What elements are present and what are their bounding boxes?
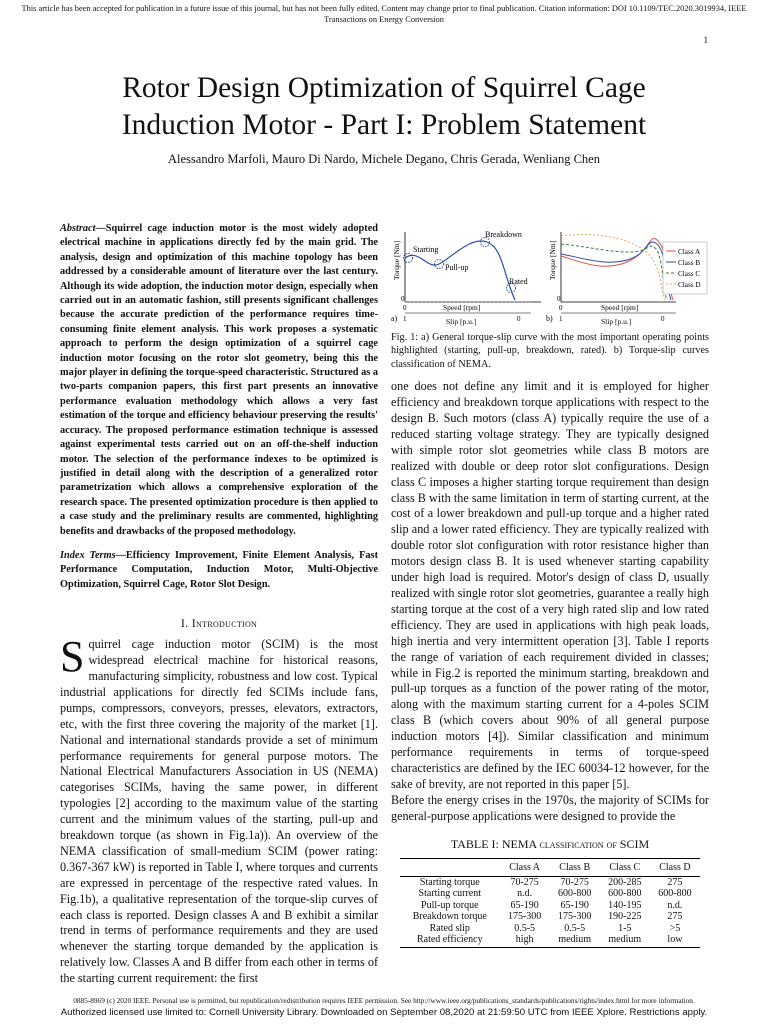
panel-a-ylabel: Torque [Nm] <box>392 240 401 280</box>
title-line-2: Induction Motor - Part I: Problem Statement <box>121 109 647 141</box>
panel-b-ylabel: Torque [Nm] <box>548 240 557 280</box>
panel-b-y-zero: 0 <box>557 295 561 303</box>
legend <box>663 242 707 294</box>
table-cell: n.d. <box>517 888 533 900</box>
table-cell: Pull-up torque <box>421 899 479 911</box>
table-cell: 70-275 <box>510 877 539 888</box>
table-cell: 275 <box>667 911 683 923</box>
panel-b-slip-zero: 0 <box>661 315 665 323</box>
author-list: Alessandro Marfoli, Mauro Di Nardo, Michele Degano, Chris Gerada, Wenliang Chen <box>168 152 600 166</box>
right-paragraph-2: Before the energy crises in the 1970s, the majority of SCIMs for general-purpose applications were designed to provide the <box>391 792 709 823</box>
table-cell: 175-300 <box>558 911 592 923</box>
panel-a-speed-label: Speed [rpm] <box>443 303 481 312</box>
table-header-cell: Class B <box>550 858 600 876</box>
panel-b-tag: b) <box>546 314 553 323</box>
abstract-label: Abstract <box>60 223 96 234</box>
panel-a-slip-label: Slip [p.u.] <box>446 317 477 326</box>
table-cell: 0.5-5 <box>514 922 536 934</box>
class-a-curve <box>561 239 673 300</box>
table-row <box>400 911 700 922</box>
table-cell: 65-190 <box>510 899 539 911</box>
panel-a-tag: a) <box>391 314 398 323</box>
section-number: I. <box>180 616 189 631</box>
journal-notice-line2: Transactions on Energy Conversion <box>324 15 444 24</box>
legend-class-d: Class D <box>678 281 701 289</box>
table-cell: high <box>500 934 550 948</box>
page-number: 1 <box>703 35 708 45</box>
journal-notice <box>0 3 768 25</box>
table-cell: medium <box>600 934 650 948</box>
section-title: Introduction <box>191 616 258 631</box>
drop-cap: S <box>60 632 85 682</box>
table-cell: n.d. <box>667 899 683 911</box>
table-header-row <box>400 858 700 876</box>
figure-1-plots <box>391 222 709 327</box>
table-cell: Breakdown torque <box>412 911 487 923</box>
table-cell: 140-195 <box>608 899 642 911</box>
table-cell: 600-800 <box>608 888 642 900</box>
legend-class-c: Class C <box>678 270 701 278</box>
table-cell: 0.5-5 <box>564 922 586 934</box>
table-cell: 600-800 <box>658 888 692 900</box>
panel-b-speed-zero: 0 <box>559 304 563 312</box>
nema-table <box>400 858 700 949</box>
panel-a-slip-one: 1 <box>403 315 407 323</box>
table-cell: Rated slip <box>429 922 470 934</box>
table-1-caption <box>391 837 709 852</box>
panel-b-slip-one: 1 <box>559 315 563 323</box>
figure-1 <box>391 222 709 327</box>
panel-a-speed-zero: 0 <box>403 304 407 312</box>
table-header-cell: Class A <box>500 858 550 876</box>
right-column <box>391 222 709 948</box>
table-cell: 600-800 <box>558 888 592 900</box>
table-cell: 190-225 <box>608 911 642 923</box>
abstract <box>60 222 378 539</box>
figure-1-caption-text: a) General torque-slip curve with the most important operating points highlighted (starting, pull-up, breakdown, rated). b) Torque-slip curves classification of NEMA. <box>391 332 709 370</box>
label-rated: Rated <box>509 277 528 286</box>
legend-class-a: Class A <box>678 248 701 256</box>
table-header-cell: Class C <box>600 858 650 876</box>
table-row <box>400 877 700 889</box>
class-d-curve <box>561 235 665 301</box>
class-b-curve <box>561 242 671 300</box>
legend-class-b: Class B <box>678 259 701 267</box>
table-row <box>400 923 700 934</box>
intro-paragraph <box>60 632 378 987</box>
table-cell: 200-285 <box>608 877 642 888</box>
panel-a <box>391 230 541 326</box>
table-header-cell <box>400 858 500 876</box>
table-cell: 275 <box>667 877 683 888</box>
journal-notice-line1: This article has been accepted for publication in a future issue of this journal, but has not been fully edited. Content may change prior to final publication. Citation information: DOI 10.1109/TEC.2020.3019934, IEEE <box>21 4 747 13</box>
table-row <box>400 934 700 948</box>
table-cell: 70-275 <box>560 877 589 888</box>
panel-a-slip-zero: 0 <box>517 315 521 323</box>
table-row <box>400 900 700 911</box>
table-header-cell: Class D <box>650 858 700 876</box>
index-terms-text: —Efficiency Improvement, Finite Element Analysis, Fast Performance Computation, Induction Motor, Multi-Objective Optimization, Squirrel Cage, Rotor Slot Design. <box>60 549 378 590</box>
table-cell: >5 <box>669 922 681 934</box>
intro-text: quirrel cage induction motor (SCIM) is the most widespread electrical machine for historical reasons, manufacturing simplicity, robustness and low cost. Typical industrial applications for directly fed SCIMs include fans, pumps, compressors, conveyors, presses, elevators, extractors, etc, with the first three covering the majority of the market [1]. National and international standards provide a set of minimum performance requirements for general purpose motors. The National Electrical Manufacturers Association in US (NEMA) categorises SCIMs, having the same power, in different typologies [2] according to the maximum value of the starting current and the minimum values of the starting, pull-up and breakdown torque (as shown in Fig.1a)). An overview of the NEMA classification of small-medium SCIM (power rating: 0.367-367 kW) is reported in Table I, where torques and currents are expressed in percentage of the respective rated values. In Fig.1b), a qualitative representation of the torque-slip curves of each class is reported. Design classes A and B exhibit a similar trend in terms of performance requirements and they are used whenever the starting torque demanded by the application is relatively low. Classes A and B differ from each other in terms of the starting current requirement: the first <box>60 637 378 986</box>
table-cell: Starting torque <box>419 877 480 888</box>
label-breakdown: Breakdown <box>485 230 522 239</box>
abstract-text: —Squirrel cage induction motor is the most widely adopted electrical machine in applications directly fed by the main grid. The analysis, design and optimization of this machine topology has been addressed by a considerable amount of literature over the last century. Although its wide adoption, the induction motor design, especially when carried out in an automatic fashion, still presents significant challenges because the accurate prediction of the performance requires time-consuming finite element analysis. This work proposes a systematic approach to perform the design optimization of a squirrel cage induction motor focusing on the rotor slot geometry, being this the major player in defining the torque-speed characteristic. Structured as a two-parts companion papers, this first part presents an innovative performance evaluation methodology which allows a very fast estimation of the torque and efficiency behaviour preserving the results' accuracy. The proposed performance estimation technique is assessed against experimental tests carried out on an off-the-shelf induction motor. The selection of the performance indexes to be optimized is justified in detail along with the description of a generalized rotor parametrization which allows a comprehensive exploration of the research space. The presented optimization procedure is then applied to a case study and the preliminary results are commented, highlighting benefits and drawbacks of the proposed methodology. <box>60 223 378 537</box>
figure-1-caption <box>391 331 709 371</box>
panel-b <box>546 232 707 326</box>
label-starting: Starting <box>413 245 439 254</box>
table-cell: Starting current <box>418 888 482 900</box>
right-paragraph-1: one does not define any limit and it is employed for higher efficiency and breakdown torque applications with respect to the design B. Such motors (class A) typically require the use of a reduced starting voltage strategy. They are typically designed with simple rotor slot geometries while class B motors are realized with double or deep rotor slot configurations. Design class C imposes a higher starting torque requirement than design class B with the same limitation in term of starting current, at the cost of a lower breakdown and pull-up torque and a higher rated slip and a lower rated efficiency. They are typically realized with double rotor slot configuration with rotor resistance higher than motors design class B. It is used whenever starting capability under high load is required. Motor's design of class D, usually realized with single rotor slot geometries, guarantee a really high starting torque at the cost of a very high rated slip and low rated efficiency. They are used in applications with high peak loads, high inertia and very intermittent operation [3]. Table I reports the range of variation of each requirement divided in classes; while in Fig.2 is reported the minimum starting, breakdown and pull-up torques as a function of the power rating of the motor, along with the maximum starting current for a 4-poles SCIM class B (which covers about 90% of all general purpose induction motors [4]). Similar classification and minimum performance requirements in terms of torque-speed characteristics are defined by the IEC 60034-12 however, for the sake of brevity, are not reported in this paper [5]. <box>391 379 709 791</box>
table-1-label: TABLE I: <box>450 836 499 851</box>
title-line-1: Rotor Design Optimization of Squirrel Cage <box>122 72 646 104</box>
table-cell: 1-5 <box>618 922 632 934</box>
paper-title <box>40 70 728 144</box>
table-cell: 175-300 <box>507 911 542 923</box>
license-footer: Authorized licensed use limited to: Cornell University Library. Downloaded on September 08,2020 at 21:59:50 UTC from IEEE Xplore. Restrictions apply. <box>60 1007 708 1018</box>
table-row <box>400 888 700 899</box>
label-pullup: Pull-up <box>445 263 469 272</box>
left-column <box>60 222 378 987</box>
table-cell: 65-190 <box>560 899 589 911</box>
panel-a-y-zero: 0 <box>401 295 405 303</box>
panel-b-speed-label: Speed [rpm] <box>601 303 639 312</box>
figure-1-label: Fig. 1: <box>391 332 419 343</box>
section-heading-introduction <box>60 616 378 631</box>
index-terms-label: Index Terms <box>60 549 116 561</box>
table-cell: Rated efficiency <box>400 934 500 948</box>
panel-b-slip-label: Slip [p.u.] <box>601 317 632 326</box>
table-cell: medium <box>550 934 600 948</box>
table-cell: low <box>650 934 700 948</box>
copyright-footer: 0885-8969 (c) 2020 IEEE. Personal use is permitted, but republication/redistribution requires IEEE permission. See http://www.ieee.org/publications_standards/publications/rights/index.html for more information. <box>73 996 695 1005</box>
table-1-caption-text: NEMA classification of SCIM <box>501 836 650 851</box>
class-c-curve <box>561 244 667 300</box>
index-terms <box>60 549 378 592</box>
